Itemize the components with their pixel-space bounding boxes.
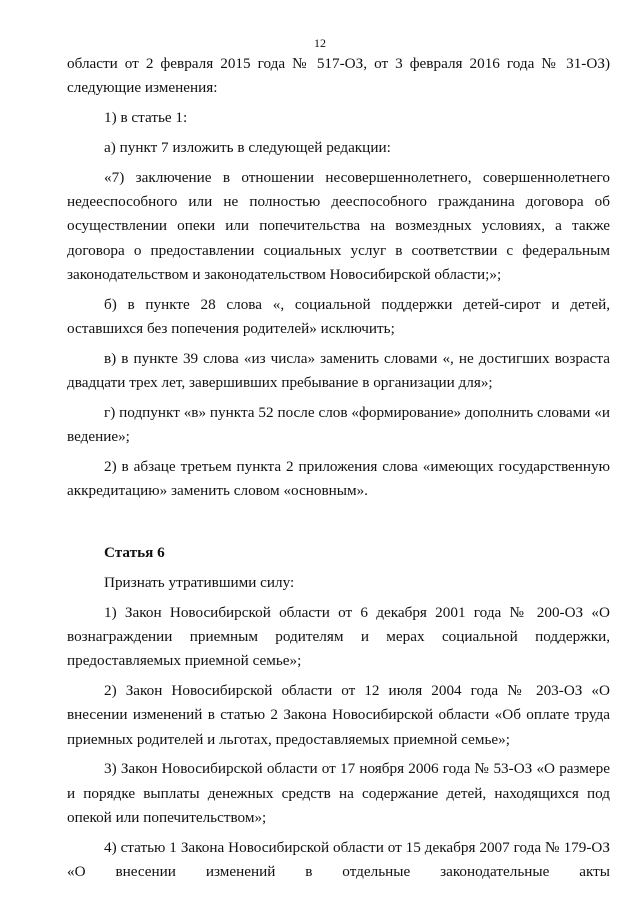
article-heading: Статья 6 (104, 544, 165, 562)
paragraph-continuation: области от 2 февраля 2015 года № 517-ОЗ, от 3 февраля 2016 года № 31-ОЗ) следующие изменения: (67, 55, 610, 97)
paragraph: 2) Закон Новосибирской области от 12 июля 2004 года № 203-ОЗ «О внесении изменений в статью 2 Закона Новосибирской области «Об оплате труда приемных родителей и льготах, предоставляемых приемной семье»; (67, 682, 610, 748)
paragraph: «7) заключение в отношении несовершеннолетнего, совершеннолетнего недееспособного или не полностью дееспособного гражданина договора об осуществлении опеки или попечительства на возмездных условиях, а также договора о предоставлении социальных услуг в соответствии с федеральным законодательством и законодательством Новосибирской области;»; (67, 168, 610, 283)
document-body (67, 52, 610, 890)
paragraph: 3) Закон Новосибирской области от 17 ноября 2006 года № 53-ОЗ «О размере и порядке выплаты денежных средств на содержание детей, находящихся под опекой или попечительством»; (67, 760, 610, 827)
paragraph: г) подпункт «в» пункта 52 после слов «формирование» дополнить словами «и ведение»; (67, 403, 610, 446)
paragraph: 1) в статье 1: (104, 109, 188, 127)
paragraph: 4) статью 1 Закона Новосибирской области от 15 декабря 2007 года № 179-ОЗ «О внесении изменений в отдельные законодательные акты (67, 838, 610, 881)
paragraph: Признать утратившими силу: (104, 573, 295, 591)
paragraph: а) пункт 7 изложить в следующей редакции: (104, 138, 391, 156)
paragraph: в) в пункте 39 слова «из числа» заменить словами «, не достигших возраста двадцати трех лет, завершивших пребывание в организации для»; (67, 349, 610, 392)
paragraph: б) в пункте 28 слова «, социальной поддержки детей-сирот и детей, оставшихся без попечения родителей» исключить; (67, 295, 610, 337)
page-number: 12 (314, 36, 326, 50)
paragraph: 2) в абзаце третьем пункта 2 приложения слова «имеющих государственную аккредитацию» заменить словом «основным». (67, 457, 610, 500)
paragraph: 1) Закон Новосибирской области от 6 декабря 2001 года № 200-ОЗ «О вознаграждении приемным родителям и мерах социальной поддержки, предоставляемых приемной семье»; (67, 603, 610, 670)
section-gap (67, 509, 610, 541)
